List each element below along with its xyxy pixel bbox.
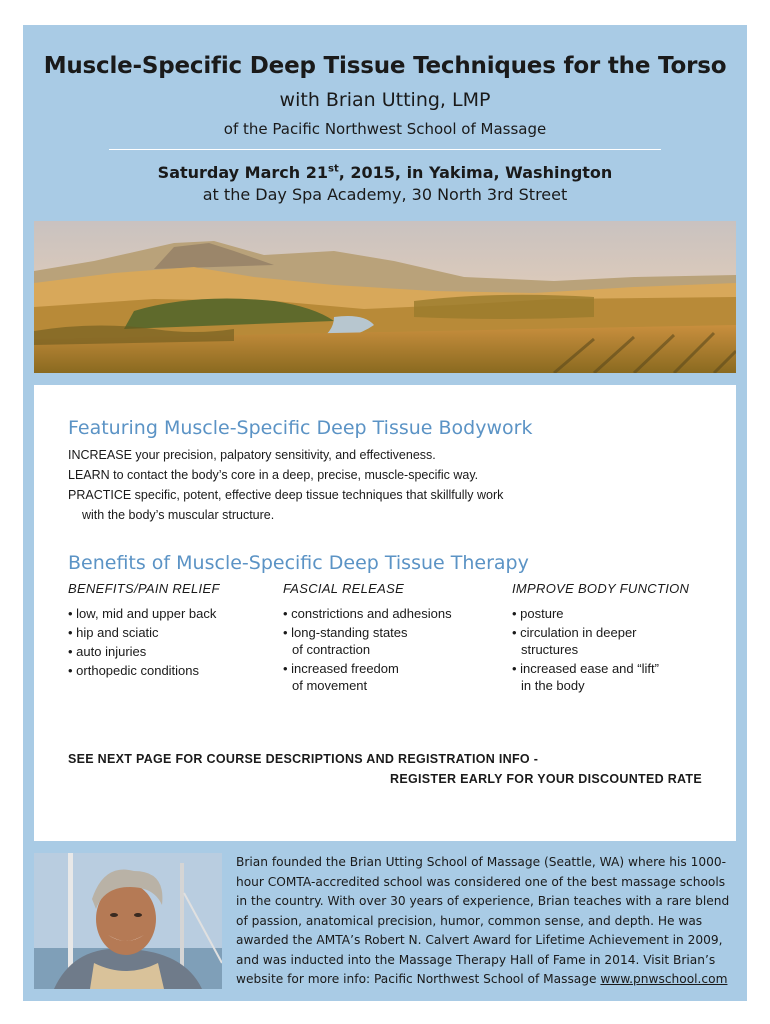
column-title: BENEFITS/PAIN RELIEF [68, 581, 220, 596]
list-item: • constrictions and adhesions [283, 606, 452, 621]
organization-line: of the Pacific Northwest School of Massage [223, 120, 547, 138]
instructor-subtitle: with Brian Utting, LMP [279, 89, 491, 111]
column-title: FASCIAL RELEASE [283, 581, 405, 596]
landscape-illustration [34, 221, 736, 373]
featuring-line-practice-cont: with the body’s muscular structure. [82, 508, 275, 522]
cta-line-next-page: SEE NEXT PAGE FOR COURSE DESCRIPTIONS AND REGISTRATION INFO - [68, 752, 539, 766]
list-item: • orthopedic conditions [68, 663, 200, 678]
list-item: • auto injuries [68, 644, 147, 659]
benefits-column-pain-relief [68, 581, 273, 679]
featuring-line-learn: LEARN to contact the body’s core in a deep, precise, muscle-specific way. [68, 468, 479, 482]
list-item: • circulation in deeper [512, 625, 637, 640]
list-item-continuation: in the body [521, 678, 585, 693]
event-date-main: Saturday March 21 [157, 163, 328, 182]
page-title: Muscle-Specific Deep Tissue Techniques for the Torso [43, 53, 727, 79]
main-content [34, 385, 736, 841]
event-date-location: , 2015, in Yakima, Washington [338, 163, 613, 182]
header-divider [109, 149, 661, 150]
list-item: • hip and sciatic [68, 625, 159, 640]
list-item: • long-standing states [283, 625, 408, 640]
website-link[interactable]: www.pnwschool.com [600, 972, 728, 986]
list-item: • increased freedom [283, 661, 399, 676]
flyer-panel [23, 25, 747, 1001]
featuring-line-practice: PRACTICE specific, potent, effective deep tissue techniques that skillfully work [68, 488, 504, 502]
event-date [23, 163, 747, 182]
event-venue: at the Day Spa Academy, 30 North 3rd Street [202, 185, 568, 204]
event-date-suffix: st [328, 163, 339, 175]
benefits-column-fascial-release [283, 581, 498, 694]
list-item-continuation: structures [521, 642, 579, 657]
featuring-heading: Featuring Muscle-Specific Deep Tissue Bodywork [68, 417, 533, 439]
featuring-line-increase: INCREASE your precision, palpatory sensitivity, and effectiveness. [68, 448, 436, 462]
list-item-continuation: of movement [292, 678, 368, 693]
list-item-continuation: of contraction [292, 642, 371, 657]
landscape-photo [34, 221, 736, 373]
list-item: • low, mid and upper back [68, 606, 217, 621]
benefits-column-body-function [512, 581, 717, 694]
instructor-portrait [34, 853, 222, 989]
list-item: • posture [512, 606, 564, 621]
column-title: IMPROVE BODY FUNCTION [512, 581, 690, 596]
list-item: • increased ease and “lift” [512, 661, 659, 676]
instructor-bio [236, 853, 736, 990]
benefits-heading: Benefits of Muscle-Specific Deep Tissue Therapy [68, 552, 529, 574]
instructor-photo [34, 853, 222, 989]
bio-text: Brian founded the Brian Utting School of Massage (Seattle, WA) where his 1000-hour COMTA-accredited school was considered one of the best massage schools in the country. With over 30 years of experience, Brian teaches with a rare blend of passion, anatomical precision, humor, common sense, and depth. He was awarded the AMTA’s Robert N. Calvert Award for Lifetime Achievement in 2009, and was inducted into the Massage Therapy Hall of Fame in 2014. Visit Brian’s website for more info: Pacific Northwest School of Massage [236, 855, 730, 986]
cta-line-register-early: REGISTER EARLY FOR YOUR DISCOUNTED RATE [390, 772, 702, 786]
